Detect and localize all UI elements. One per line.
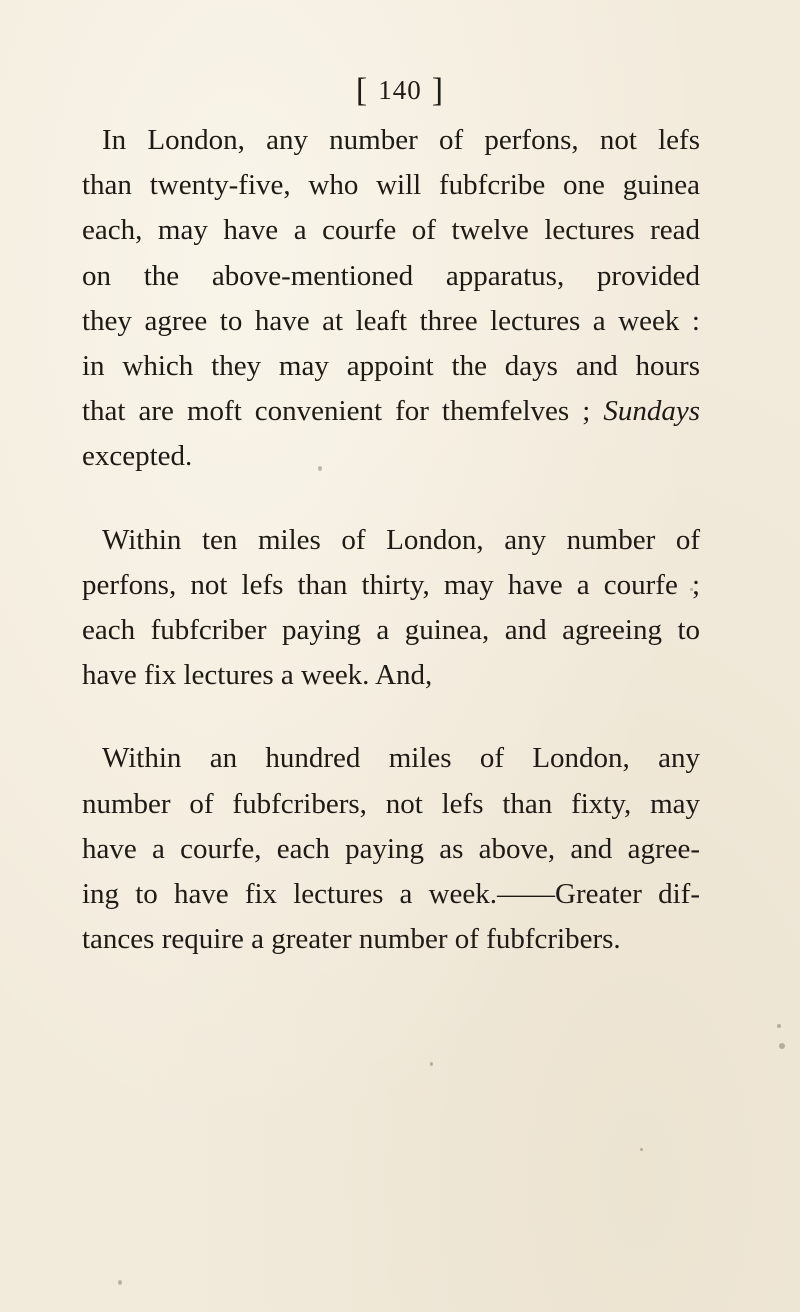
paragraph-ten-miles (82, 518, 700, 699)
text-line: than twenty-five, who will fubfcribe one guinea (82, 169, 700, 202)
open-bracket: [ (355, 72, 369, 109)
text-line: excepted. (82, 440, 193, 473)
text-segment: that are moft convenient for themfelves ; (82, 395, 591, 428)
paragraph-london (82, 118, 700, 480)
paper-speck (430, 1062, 433, 1066)
text-line: In London, any number of perfons, not lefs (102, 124, 700, 156)
paper-speck (690, 588, 693, 591)
text-line: each fubfcriber paying a guinea, and agreeing to (82, 614, 700, 647)
italic-word: Sundays (603, 395, 700, 428)
text-line: Within ten miles of London, any number of (102, 523, 700, 556)
text-line-with-italic (82, 389, 700, 434)
text-line: tances require a greater number of fubfcribers. (82, 923, 621, 956)
text-line: they agree to have at leaft three lectures a week : (82, 304, 700, 337)
paper-speck (640, 1148, 643, 1151)
page-number: 140 (378, 75, 422, 105)
paper-speck (318, 466, 322, 471)
text-line: each, may have a courfe of twelve lectures read (82, 214, 700, 247)
paper-speck (777, 1024, 781, 1028)
text-line: have a courfe, each paying as above, and agree- (82, 832, 700, 865)
paper-speck (118, 1280, 122, 1285)
text-line: have fix lectures a week. And, (82, 659, 433, 692)
text-line: perfons, not lefs than thirty, may have a courfe ; (82, 568, 700, 601)
page-body (82, 118, 700, 962)
paragraph-hundred-miles (82, 736, 700, 962)
text-line: in which they may appoint the days and hours (82, 350, 700, 383)
text-line: Within an hundred miles of London, any (102, 742, 700, 775)
text-line: number of fubfcribers, not lefs than fixty, may (82, 787, 700, 820)
page-header (0, 72, 800, 110)
paper-speck (779, 1043, 785, 1049)
text-line: on the above-mentioned apparatus, provided (82, 259, 700, 292)
text-line: ing to have fix lectures a week.——Greater dif- (82, 878, 700, 911)
close-bracket: ] (431, 72, 445, 109)
